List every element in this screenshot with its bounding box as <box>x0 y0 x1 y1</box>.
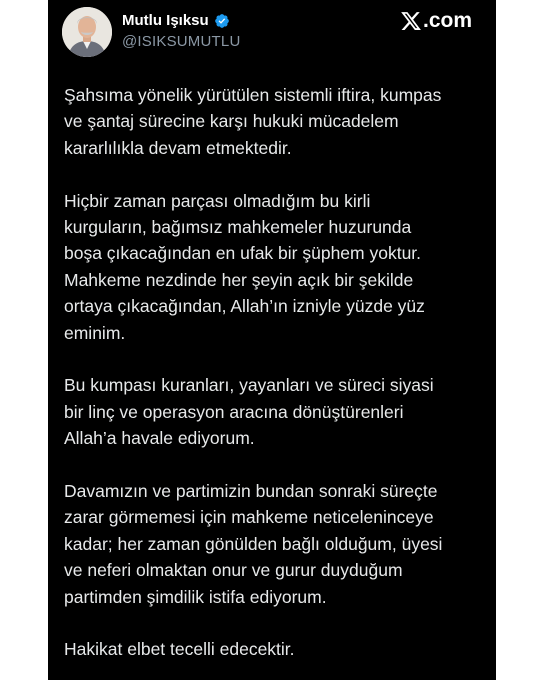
post-paragraph: Hakikat elbet tecelli edecektir. <box>64 639 295 660</box>
x-logo-icon <box>400 10 422 32</box>
author-handle[interactable]: @ISIKSUMUTLU <box>122 33 241 50</box>
author-display-name[interactable]: Mutlu Işıksu <box>122 12 209 29</box>
avatar-photo-icon <box>62 7 112 57</box>
author-info <box>122 11 240 52</box>
brand-logo <box>400 9 472 33</box>
avatar[interactable] <box>62 7 112 57</box>
post-header <box>62 7 482 57</box>
post-paragraph: Hiçbir zaman parçası olmadığım bu kirli kurguların, bağımsız mahkemeler huzurunda boşa çıkacağından en ufak bir şüphem yoktur. Mahkeme nezdinde her şeyin açık bir şekilde ortaya çıkacağından, Allah’ın izniyle yüzde yüz eminim. <box>64 190 425 343</box>
name-row <box>122 11 240 31</box>
post-paragraph: Şahsıma yönelik yürütülen sistemli iftira, kumpas ve şantaj sürecine karşı hukuki mücadelem kararlılıkla devam etmektedir. <box>64 85 442 158</box>
verified-badge-icon <box>214 13 230 29</box>
post-paragraph: Davamızın ve partimizin bundan sonraki süreçte zarar görmemesi için mahkeme neticeleninceye kadar; her zaman gönülden bağlı olduğum, üyesi ve neferi olmaktan onur ve gurur duyduğum partimden şimdilik istifa ediyorum. <box>64 481 443 607</box>
post-paragraph: Bu kumpası kuranları, yayanları ve süreci siyasi bir linç ve operasyon aracına dönüştürenleri Allah’a havale ediyorum. <box>64 375 434 449</box>
post-body <box>64 82 488 680</box>
brand-domain-text: .com <box>422 9 472 32</box>
post-card <box>48 0 496 680</box>
